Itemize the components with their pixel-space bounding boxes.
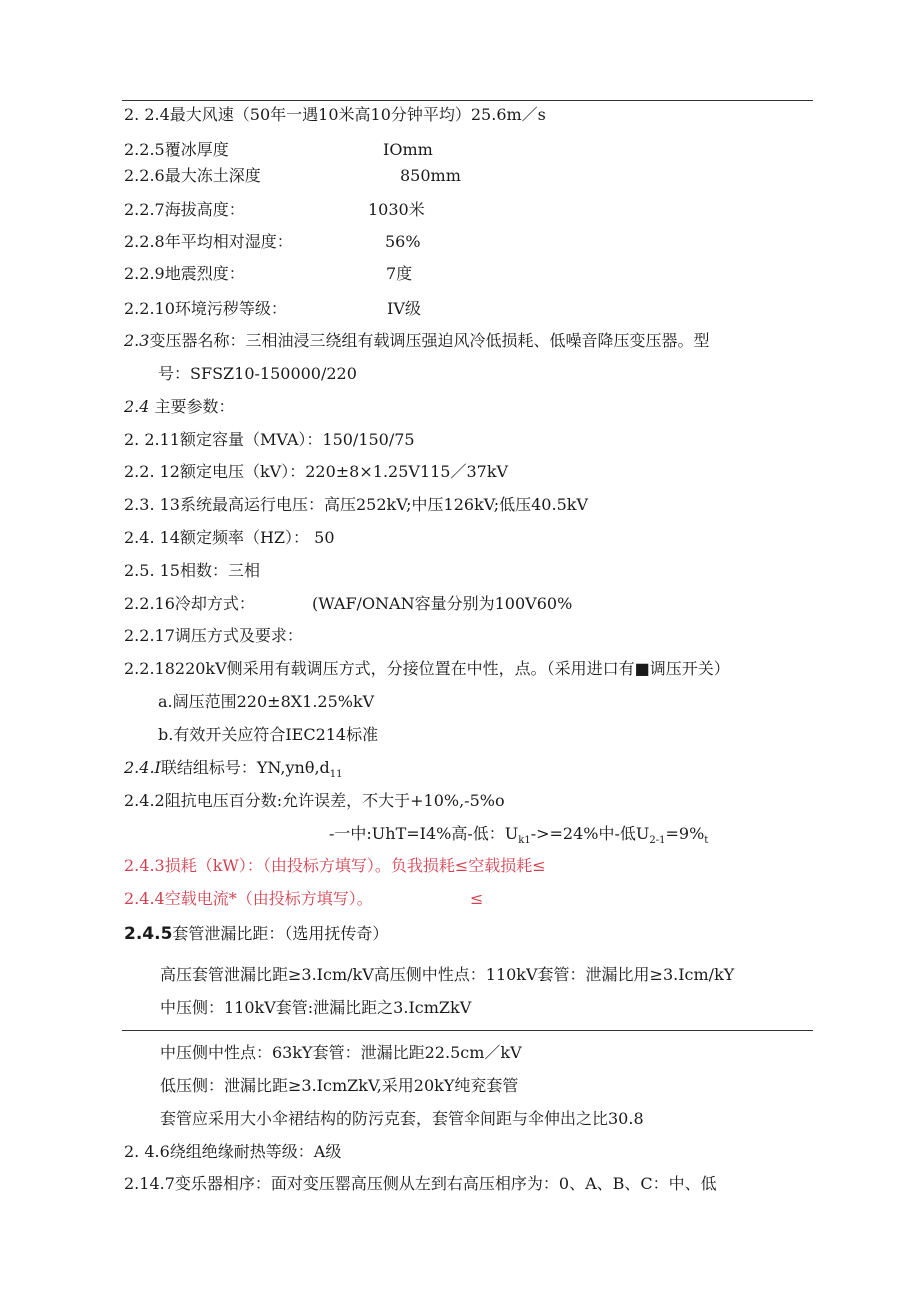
seismic-value: 7度 <box>386 264 413 283</box>
line-humidity <box>124 232 421 252</box>
impedance-text-c: =9% <box>665 824 705 843</box>
ice-thickness-value: IOmm <box>383 140 433 159</box>
section-number: 2.4.5 <box>124 924 173 944</box>
line-losses: 2.4.3损耗（kW）：（由投标方填写）。负我损耗≤空载损耗≤ <box>124 856 546 875</box>
line-on-load-tap: 2.2.18220kV侧采用有载调压方式，分接位置在中性，点。（采用进口有■调压开关） <box>124 659 730 678</box>
line-switch-standard: b.有效开关应符合IEC214标准 <box>158 725 379 744</box>
line-phases: 2.5. 15相数：三相 <box>124 561 260 580</box>
line-max-operating-voltage: 2.3. 13系统最高运行电压：高压252kV;中压126kV;低压40.5kV <box>124 495 588 514</box>
vector-group-subscript: 11 <box>329 769 343 781</box>
section-number: 2.4 <box>124 397 150 416</box>
line-pollution-level <box>124 299 421 319</box>
line-cooling <box>124 594 573 614</box>
humidity-value: 56% <box>385 232 421 251</box>
line-impedance: 2.4.2阻抗电压百分数:允许误差，不大于+10%,-5%o <box>124 791 505 810</box>
impedance-sub-3: t <box>704 835 709 847</box>
line-ice-thickness <box>124 140 433 160</box>
line-rated-capacity: 2. 2.11额定容量（MVA）：150/150/75 <box>124 430 415 449</box>
line-creepage-heading <box>124 924 388 944</box>
frost-depth-value: 850mm <box>400 166 461 185</box>
creepage-heading-text: 套管泄漏比距：（选用抚传奇） <box>172 924 389 943</box>
line-mv-neutral-creepage: 中压侧中性点：63kY套管：泄漏比距22.5cm／kV <box>160 1043 522 1062</box>
pollution-level-value: IV级 <box>387 299 421 318</box>
main-params-heading: 主要参数： <box>149 397 235 416</box>
line-mv-creepage: 中压侧：110kV套管:泄漏比距之3.IcmZkV <box>160 998 472 1017</box>
top-rule <box>122 100 813 101</box>
altitude-label: 2.2.7海拔高度： <box>124 200 245 219</box>
line-main-params-heading <box>124 397 235 417</box>
humidity-label: 2.2.8年平均相对湿度： <box>124 232 293 251</box>
no-load-current-text: 2.4.4空载电流*（由投标方填写）。 <box>124 889 373 908</box>
line-altitude <box>124 200 425 220</box>
line-bushing-structure: 套管应采用大小伞裙结构的防污克套，套管伞间距与伞伸出之比30.8 <box>160 1109 644 1128</box>
page-break-rule <box>122 1030 813 1031</box>
section-number: 2.3 <box>124 331 150 350</box>
section-number: 2.4.I <box>124 758 161 777</box>
transformer-name-text: 变压器名称：三相油浸三绕组有载调压强迫风冷低损耗、低噪音降压变压器。型 <box>149 331 710 350</box>
line-seismic <box>124 264 413 284</box>
line-lv-creepage: 低压侧：泄漏比距≥3.IcmZkV,采用20kY纯兖套管 <box>160 1076 519 1095</box>
seismic-label: 2.2.9地震烈度： <box>124 264 245 283</box>
pollution-level-label: 2.2.10环境污秽等级： <box>124 299 287 318</box>
line-insulation-class: 2. 4.6绕组绝缘耐热等级：A级 <box>124 1142 342 1161</box>
line-frost-depth <box>124 166 461 186</box>
line-rated-voltage: 2.2. 12额定电压（kV）：220±8×1.25V115／37kV <box>124 462 509 481</box>
line-rated-frequency: 2.4. 14额定频率（HZ）： 50 <box>124 528 335 547</box>
impedance-text-a: -一中:UhT=I4%高-低：U <box>329 824 519 843</box>
line-model: 号：SFSZ10-150000/220 <box>158 364 357 383</box>
line-phase-sequence: 2.14.7变乐器相序：面对变压罂高压侧从左到右高压相序为：0、A、B、C：中、低 <box>124 1174 717 1193</box>
line-max-wind-speed: 2. 2.4最大风速（50年一遇10米高10分钟平均）25.6m／s <box>124 105 546 124</box>
impedance-sub-1: k1 <box>518 835 531 847</box>
no-load-current-symbol: ≤ <box>470 889 484 908</box>
line-hv-creepage: 高压套管泄漏比距≥3.Icm/kV高压侧中性点：110kV套管：泄漏比用≥3.Icm/kY <box>160 965 735 984</box>
altitude-value: 1030米 <box>368 200 425 219</box>
impedance-text-b: ->=24%中-低U <box>530 824 650 843</box>
ice-thickness-label: 2.2.5覆冰厚度 <box>124 140 229 159</box>
cooling-value: (WAF/ONAN容量分别为100V60% <box>312 594 573 613</box>
impedance-sub-2: 2-1 <box>649 835 666 847</box>
cooling-label: 2.2.16冷却方式： <box>124 594 255 613</box>
line-vector-group <box>124 758 343 785</box>
frost-depth-label: 2.2.6最大冻土深度 <box>124 166 261 185</box>
line-no-load-current <box>124 889 484 909</box>
line-transformer-name <box>124 331 709 351</box>
line-tap-range: a.阔压范围220±8X1.25%kV <box>158 692 375 711</box>
line-impedance-values <box>329 824 708 851</box>
vector-group-text: 联结组标号：YN,ynθ,d <box>160 758 330 777</box>
line-tap-method: 2.2.17调压方式及要求： <box>124 626 303 645</box>
